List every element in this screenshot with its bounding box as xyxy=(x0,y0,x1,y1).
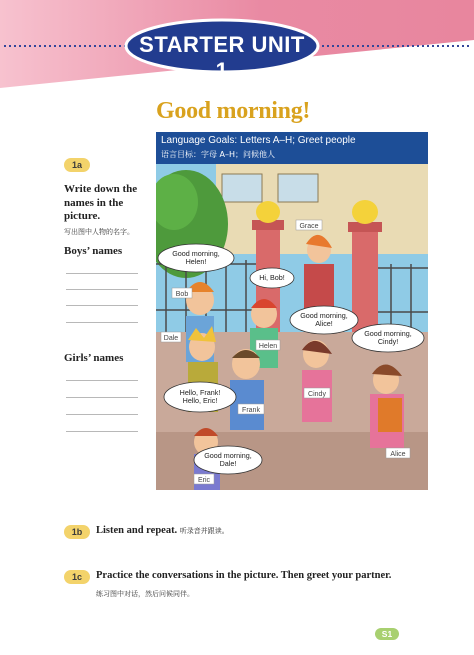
name-tag-frank: Frank xyxy=(242,407,260,414)
girls-names-label: Girls’ names xyxy=(64,352,124,364)
boys-names-label: Boys’ names xyxy=(64,245,123,257)
bubble-1: Good morning, Helen! xyxy=(172,249,220,266)
bubble-5: Hello, Frank! Hello, Eric! xyxy=(179,388,221,405)
section-1c-text: Practice the conversations in the picture. Then greet your partner. xyxy=(96,570,392,581)
boys-name-line[interactable] xyxy=(66,273,138,274)
girls-name-line[interactable] xyxy=(66,431,138,432)
bubble-4: Good morning, Cindy! xyxy=(364,329,412,346)
section-1b-badge: 1b xyxy=(64,525,90,539)
girls-name-line[interactable] xyxy=(66,380,138,381)
illustration-picture xyxy=(156,132,428,490)
bubble-3: Good morning, Alice! xyxy=(300,311,348,328)
section-1a-instruction: Write down the names in the picture. xyxy=(64,183,138,222)
boys-name-line[interactable] xyxy=(66,289,138,290)
unit-title: STARTER UNIT 1 xyxy=(139,32,305,83)
name-tag-bob: Bob xyxy=(175,291,189,298)
name-tag-eric: Eric xyxy=(197,477,211,484)
section-1b-text: Listen and repeat. 听录音并跟读。 xyxy=(96,525,229,536)
page-number: S1 xyxy=(375,628,399,640)
name-tag-helen: Helen xyxy=(258,343,278,350)
boys-name-line[interactable] xyxy=(66,305,138,306)
name-tag-dale: Dale xyxy=(163,335,179,342)
page-title: Good morning! xyxy=(156,98,311,124)
section-1c-text-zh: 练习图中对话，然后问候同伴。 xyxy=(96,590,194,598)
girls-name-line[interactable] xyxy=(66,414,138,415)
language-goals-zh: 语言目标：字母 A–H；问候他人 xyxy=(161,150,276,159)
name-tag-grace: Grace xyxy=(299,223,319,230)
name-tag-alice: Alice xyxy=(390,451,406,458)
boys-name-line[interactable] xyxy=(66,322,138,323)
section-1c-badge: 1c xyxy=(64,570,90,584)
section-1a-badge: 1a xyxy=(64,158,90,172)
bubble-2: Hi, Bob! xyxy=(259,273,285,282)
bubble-6: Good morning, Dale! xyxy=(204,451,252,468)
language-goals-en: Language Goals: Letters A–H; Greet people xyxy=(161,135,356,146)
section-1a-instruction-zh: 写出图中人物的名字。 xyxy=(64,228,134,236)
name-tag-cindy: Cindy xyxy=(308,391,326,398)
girls-name-line[interactable] xyxy=(66,397,138,398)
